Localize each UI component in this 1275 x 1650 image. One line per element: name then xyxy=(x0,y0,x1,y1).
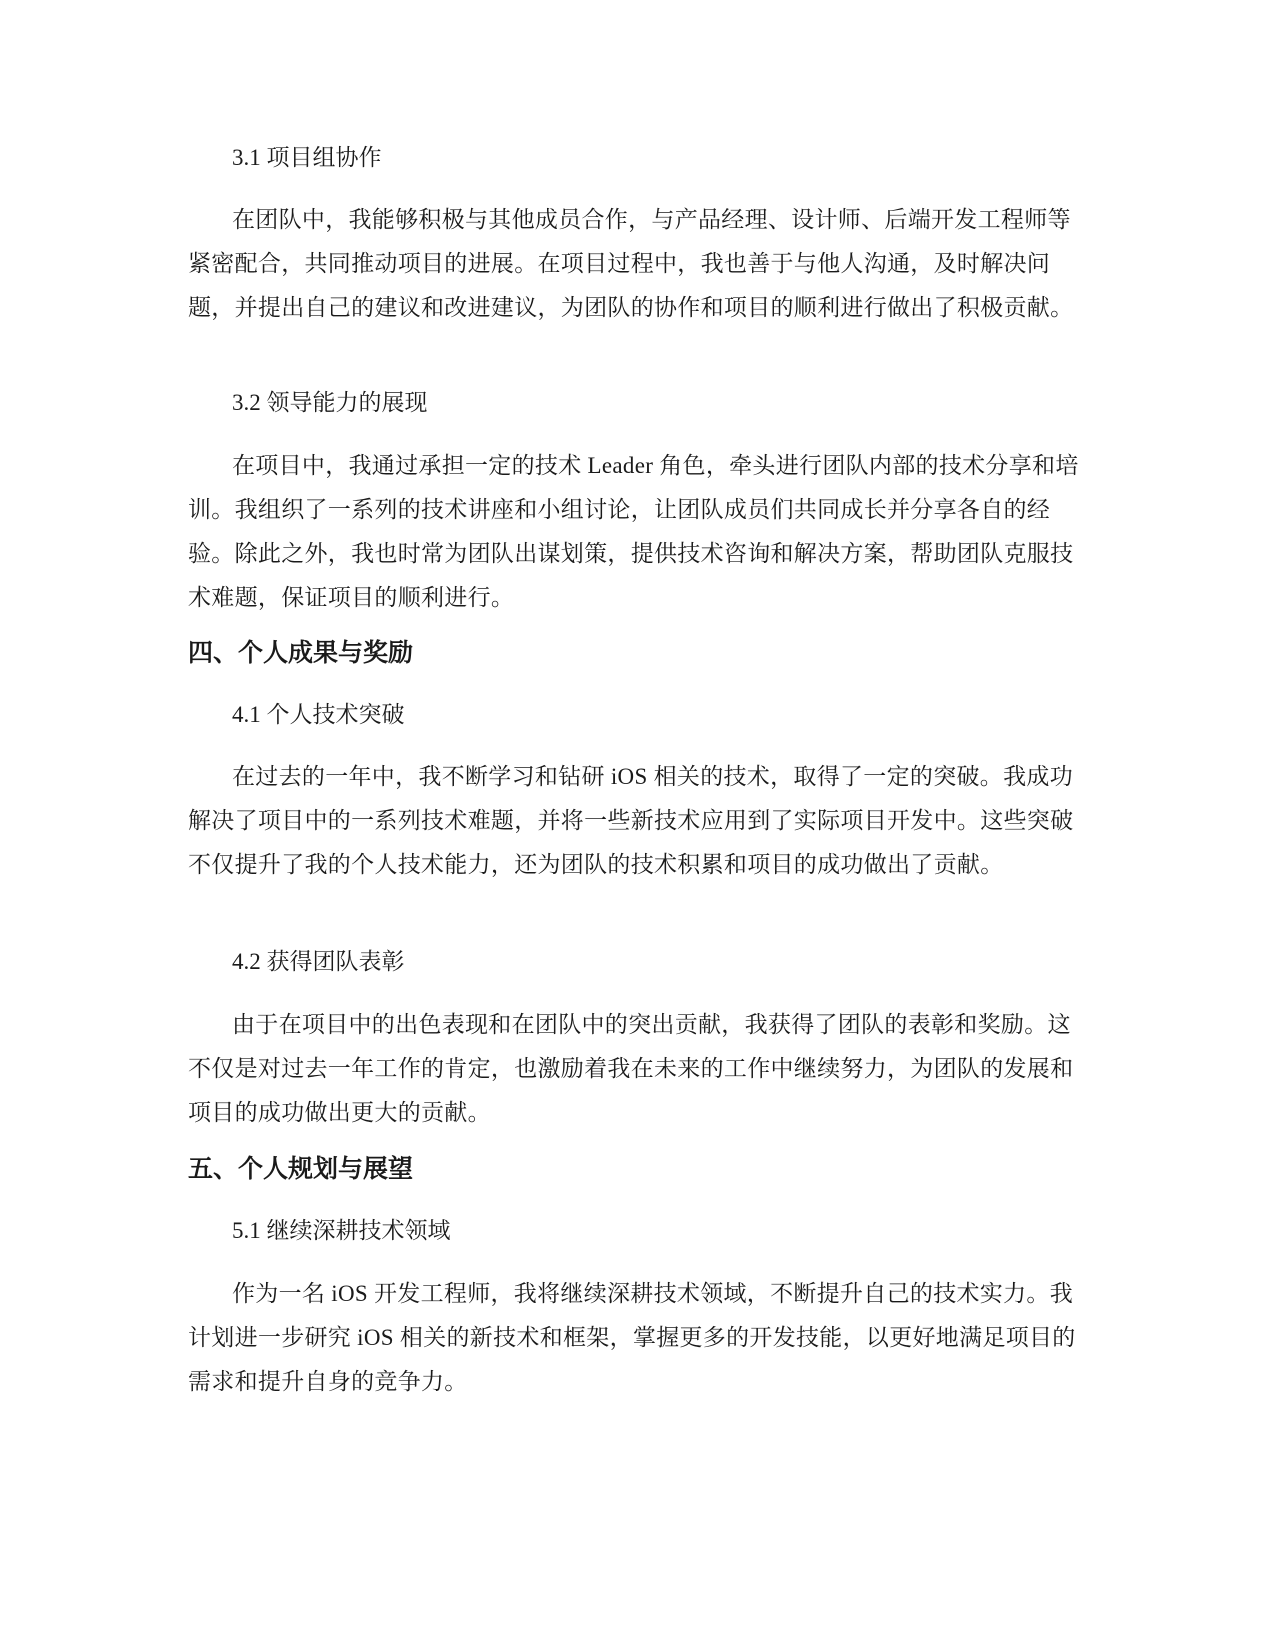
subsection-title-3-2: 3.2 领导能力的展现 xyxy=(232,390,428,415)
subsection-title-3-1: 3.1 项目组协作 xyxy=(232,145,382,170)
paragraph-5-1: 作为一名 iOS 开发工程师，我将继续深耕技术领域，不断提升自己的技术实力。我计划进一步研究 iOS 相关的新技术和框架，掌握更多的开发技能，以更好地满足项目的需求和提升自身的竞争力。 xyxy=(188,1281,1076,1394)
paragraph-4-2: 由于在项目中的出色表现和在团队中的突出贡献，我获得了团队的表彰和奖励。这不仅是对过去一年工作的肯定，也激励着我在未来的工作中继续努力，为团队的发展和项目的成功做出更大的贡献。 xyxy=(188,1012,1074,1125)
subsection-title-4-2: 4.2 获得团队表彰 xyxy=(232,949,405,974)
subsection-title-4-1: 4.1 个人技术突破 xyxy=(232,702,405,727)
paragraph-3-2: 在项目中，我通过承担一定的技术 Leader 角色，牵头进行团队内部的技术分享和培训。我组织了一系列的技术讲座和小组讨论，让团队成员们共同成长并分享各自的经验。除此之外，我也时常为团队出谋划策，提供技术咨询和解决方案，帮助团队克服技术难题，保证项目的顺利进行。 xyxy=(188,453,1079,610)
section-heading-5: 五、个人规划与展望 xyxy=(188,1154,414,1183)
section-heading-4: 四、个人成果与奖励 xyxy=(188,638,414,667)
paragraph-3-1: 在团队中，我能够积极与其他成员合作，与产品经理、设计师、后端开发工程师等紧密配合，共同推动项目的进展。在项目过程中，我也善于与他人沟通，及时解决问题，并提出自己的建议和改进建议，为团队的协作和项目的顺利进行做出了积极贡献。 xyxy=(188,207,1074,320)
subsection-title-5-1: 5.1 继续深耕技术领域 xyxy=(232,1218,451,1243)
paragraph-4-1: 在过去的一年中，我不断学习和钻研 iOS 相关的技术，取得了一定的突破。我成功解决了项目中的一系列技术难题，并将一些新技术应用到了实际项目开发中。这些突破不仅提升了我的个人技术能力，还为团队的技术积累和项目的成功做出了贡献。 xyxy=(188,764,1074,877)
